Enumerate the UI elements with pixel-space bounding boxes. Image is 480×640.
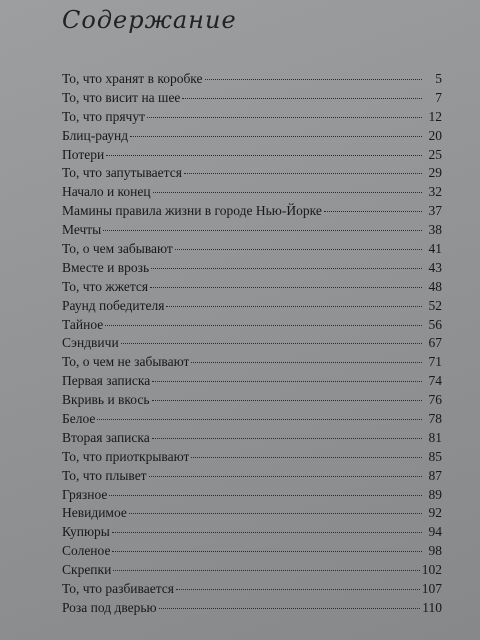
toc-dot-leader [182,98,422,99]
toc-dot-leader [191,457,422,458]
toc-dot-leader [152,400,422,401]
toc-entry-title: Сэндвичи [62,335,119,351]
toc-dot-leader [205,79,422,80]
toc-page-number: 29 [428,165,442,181]
toc-entry-title: Потери [62,146,105,162]
toc-entry [62,203,442,222]
toc-dot-leader [151,268,422,269]
toc-entry-title: Купюры [62,524,110,540]
toc-dot-leader [97,419,422,420]
toc-page-number: 71 [428,354,442,370]
toc-entry-title: Начало и конец [62,184,151,200]
toc-entry [62,354,442,373]
toc-entry [62,373,442,392]
toc-entry-title: Первая записка [62,373,151,389]
toc-entry-title: Вторая записка [62,429,150,445]
toc-dot-leader [130,136,422,137]
toc-entry [62,128,442,147]
toc-entry [62,109,442,128]
toc-page-number: 5 [435,71,442,86]
toc-entry [62,430,442,449]
toc-page-number: 20 [428,127,442,143]
toc-dot-leader [112,532,422,533]
toc-page-number: 32 [428,184,442,200]
toc-page-number: 78 [428,411,442,427]
toc-entry [62,241,442,260]
toc-dot-leader [112,551,422,552]
toc-entry [62,184,442,203]
toc-entry-title: То, что приоткрывают [62,448,190,464]
toc-dot-leader [184,173,422,174]
toc-entry-title: То, о чем не забывают [62,354,190,370]
toc-entry [62,562,442,581]
toc-page-number: 76 [428,392,442,408]
toc-entry-title: Скрепки [62,562,112,578]
toc-entry [62,165,442,184]
toc-page-number: 102 [421,562,442,578]
toc-page-number: 81 [428,429,442,445]
toc-dot-leader [147,117,422,118]
toc-entry [62,581,442,600]
toc-dot-leader [176,589,420,590]
toc-entry [62,147,442,166]
toc-entry-title: Мамины правила жизни в городе Нью-Йорке [62,203,322,219]
toc-entry [62,392,442,411]
toc-entry [62,468,442,487]
toc-dot-leader [121,343,422,344]
toc-page-number: 25 [428,146,442,162]
toc-page-number: 52 [428,297,442,313]
toc-page-number: 38 [428,222,442,238]
toc-page-number: 56 [428,316,442,332]
toc-entry [62,411,442,430]
toc-page-number: 89 [428,486,442,502]
toc-entry-title: Соленое [62,543,111,559]
toc-page-number: 12 [428,108,442,124]
table-of-contents [62,71,442,619]
toc-entry [62,449,442,468]
toc-entry [62,600,442,619]
toc-dot-leader [105,325,422,326]
toc-dot-leader [103,230,422,231]
toc-dot-leader [109,495,422,496]
toc-dot-leader [175,249,422,250]
toc-entry [62,335,442,354]
toc-entry-title: То, что запутывается [62,165,182,181]
toc-page-number: 85 [428,448,442,464]
toc-page-number: 107 [421,581,442,597]
toc-entry-title: Раунд победителя [62,297,165,313]
toc-page-number: 110 [422,599,442,615]
toc-page-number: 37 [428,203,442,219]
toc-page-number: 98 [428,543,442,559]
toc-dot-leader [152,381,422,382]
toc-page-number: 7 [435,89,442,105]
toc-page-number: 87 [428,467,442,483]
toc-page-number: 41 [428,241,442,257]
toc-entry [62,260,442,279]
toc-entry [62,222,442,241]
toc-entry-title: То, о чем забывают [62,241,173,257]
toc-entry [62,279,442,298]
toc-entry-title: Блиц-раунд [62,127,129,143]
toc-entry [62,543,442,562]
toc-entry-title: То, что плывет [62,467,147,483]
page-title: Содержание [62,6,237,34]
toc-dot-leader [166,306,422,307]
toc-dot-leader [149,476,422,477]
toc-entry-title: Роза под дверью [62,599,157,615]
toc-entry [62,487,442,506]
toc-dot-leader [324,211,422,212]
toc-dot-leader [150,287,422,288]
toc-entry [62,298,442,317]
toc-entry-title: Грязное [62,486,108,502]
toc-entry-title: Мечты [62,222,102,238]
toc-entry [62,71,442,90]
toc-page-number: 67 [428,335,442,351]
toc-dot-leader [153,192,422,193]
toc-entry-title: Тайное [62,316,104,332]
toc-dot-leader [106,155,422,156]
toc-dot-leader [152,438,422,439]
toc-entry [62,505,442,524]
toc-entry [62,90,442,109]
toc-dot-leader [191,362,422,363]
toc-entry-title: Белое [62,411,96,427]
toc-page-number: 48 [428,278,442,294]
toc-entry-title: То, что прячут [62,108,145,124]
toc-page-number: 74 [428,373,442,389]
toc-entry-title: То, что разбивается [62,581,174,597]
toc-entry-title: Вместе и врозь [62,259,150,275]
toc-page-number: 92 [428,505,442,521]
toc-dot-leader [159,608,421,609]
toc-entry-title: То, что висит на шее [62,89,181,105]
toc-entry-title: То, что хранят в коробке [62,71,203,86]
toc-entry-title: То, что жжется [62,278,149,294]
toc-page-number: 94 [428,524,442,540]
toc-entry-title: Вкривь и вкось [62,392,150,408]
toc-dot-leader [129,513,422,514]
toc-entry [62,524,442,543]
toc-entry-title: Невидимое [62,505,127,521]
toc-dot-leader [113,570,419,571]
toc-page-number: 43 [428,259,442,275]
toc-entry [62,317,442,336]
